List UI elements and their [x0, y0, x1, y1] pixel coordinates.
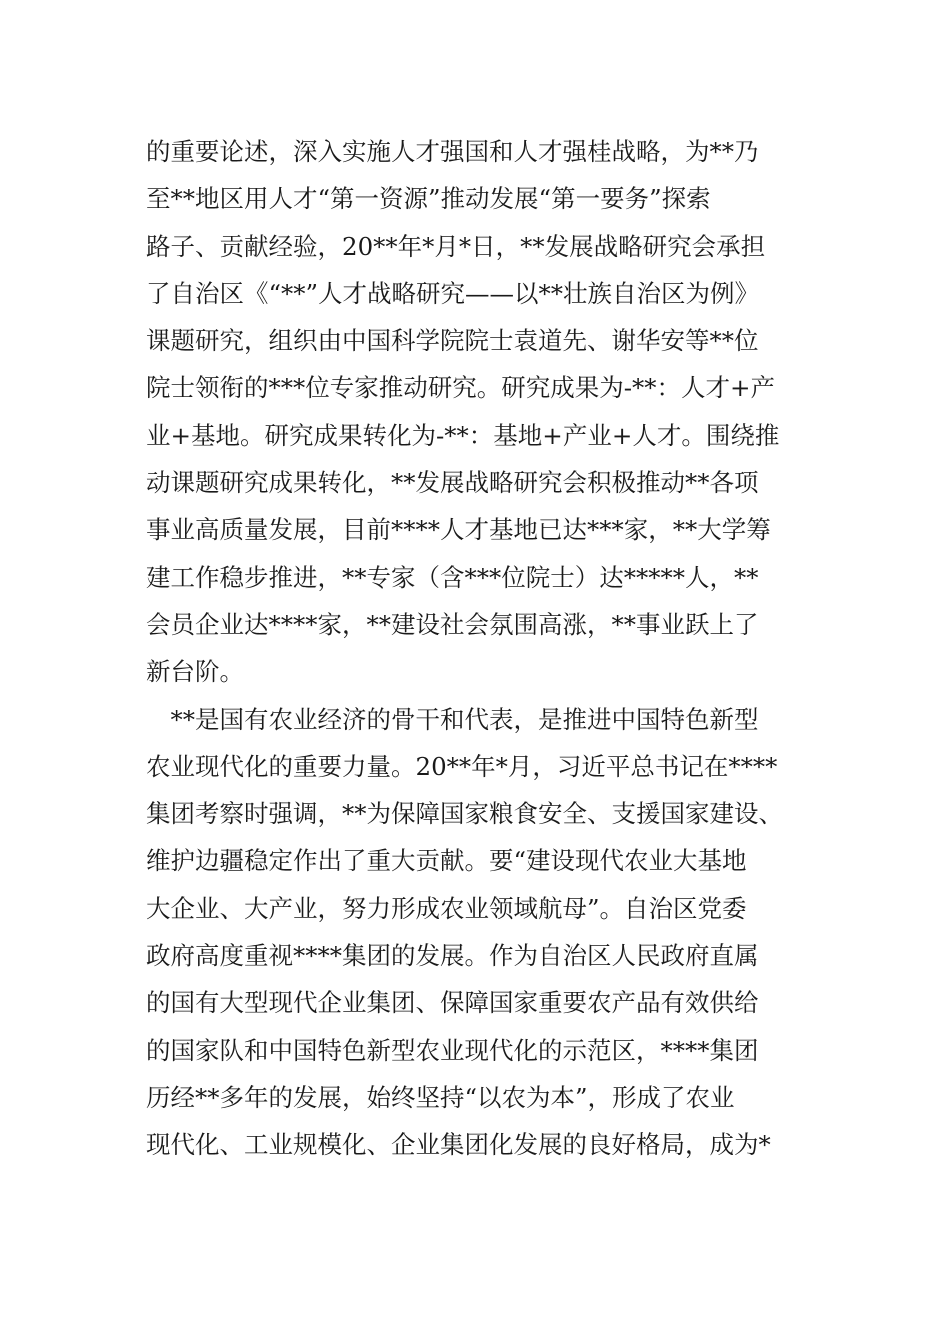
text-line: 大企业、大产业，努力形成农业领域航母”。自治区党委	[146, 893, 747, 923]
text-line: 的重要论述，深入实施人才强国和人才强桂战略，为**乃	[146, 137, 759, 166]
text-line: 课题研究，组织由中国科学院院士袁道先、谢华安等**位	[146, 326, 759, 356]
paragraph-2	[146, 696, 826, 1169]
text-line: 至**地区用人才“第一资源”推动发展“第一要务”探索	[146, 184, 711, 214]
text-line: 事业高质量发展，目前****人才基地已达***家，**大学筹	[146, 515, 771, 545]
text-line: 维护边疆稳定作出了重大贡献。要“建设现代农业大基地	[146, 846, 747, 876]
text-line: 会员企业达****家，**建设社会氛围高涨，**事业跃上了	[146, 609, 759, 639]
text-line: 农业现代化的重要力量。20**年*月，习近平总书记在****	[146, 751, 778, 781]
text-line: 新台阶。	[146, 657, 244, 687]
text-line: 的国有大型现代企业集团、保障国家重要农产品有效供给	[146, 988, 759, 1018]
paragraph-1	[146, 128, 826, 696]
text-line: 政府高度重视****集团的发展。作为自治区人民政府直属	[146, 941, 759, 971]
text-line: 业+基地。研究成果转化为-**：基地+产业+人才。围绕推	[146, 420, 780, 450]
text-line: 建工作稳步推进，**专家（含***位院士）达*****人，**	[146, 562, 759, 592]
text-line: 的国家队和中国特色新型农业现代化的示范区，****集团	[146, 1035, 759, 1065]
text-line: 了自治区《“**”人才战略研究——以**壮族自治区为例》	[146, 278, 760, 308]
text-line: 院士领衔的***位专家推动研究。研究成果为-**：人才+产	[146, 373, 776, 403]
text-line: 集团考察时强调，**为保障国家粮食安全、支援国家建设、	[146, 799, 783, 829]
text-line: 动课题研究成果转化，**发展战略研究会积极推动**各项	[146, 468, 759, 498]
document-body	[146, 128, 826, 1169]
text-line: 路子、贡献经验，20**年*月*日，**发展战略研究会承担	[146, 231, 766, 261]
text-line: 现代化、工业规模化、企业集团化发展的良好格局，成为*	[146, 1130, 771, 1160]
text-line: 历经**多年的发展，始终坚持“以农为本”，形成了农业	[146, 1082, 735, 1112]
text-line: **是国有农业经济的骨干和代表，是推进中国特色新型	[146, 704, 759, 734]
